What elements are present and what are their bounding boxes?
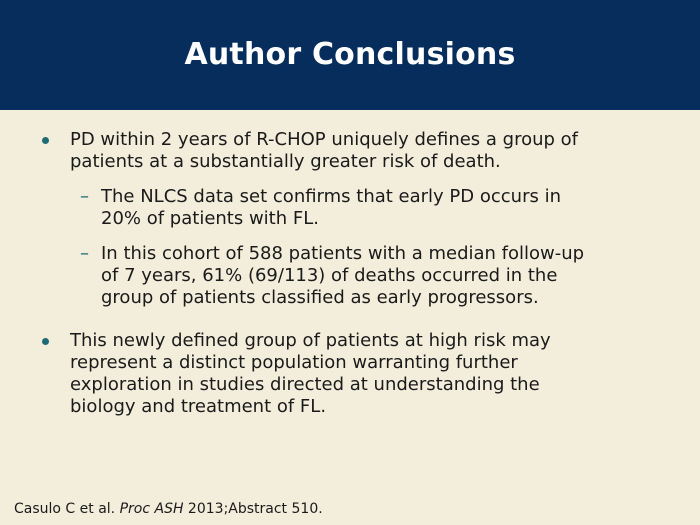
dash-icon: – [80, 243, 89, 264]
citation-journal: Proc ASH [119, 501, 184, 517]
bullet-2-line-1: This newly defined group of patients at high risk may [70, 330, 551, 351]
bullet-2-line-2: represent a distinct population warranting further [70, 352, 518, 373]
citation [14, 500, 323, 518]
sub-bullet-2-line-3: group of patients classified as early progressors. [101, 287, 539, 308]
title-bar [0, 0, 700, 110]
sub-bullet-2-line-2: of 7 years, 61% (69/113) of deaths occurred in the [101, 265, 558, 286]
dash-icon: – [80, 186, 89, 207]
bullet-1-line-1: PD within 2 years of R-CHOP uniquely defines a group of [70, 129, 578, 150]
bullet-2-line-3: exploration in studies directed at understanding the [70, 374, 540, 395]
sub-bullet-2-line-1: In this cohort of 588 patients with a median follow-up [101, 243, 585, 264]
sub-bullet-1-line-2: 20% of patients with FL. [101, 208, 319, 229]
bullet-icon [42, 338, 49, 345]
bullet-1-line-2: patients at a substantially greater risk of death. [70, 151, 501, 172]
citation-details: 2013;Abstract 510. [183, 501, 323, 517]
slide-title: Author Conclusions [184, 36, 516, 72]
sub-bullet-1-line-1: The NLCS data set confirms that early PD occurs in [101, 186, 561, 207]
bullet-2-line-4: biology and treatment of FL. [70, 396, 327, 417]
citation-author: Casulo C et al. [14, 501, 120, 517]
bullet-icon [42, 137, 49, 144]
